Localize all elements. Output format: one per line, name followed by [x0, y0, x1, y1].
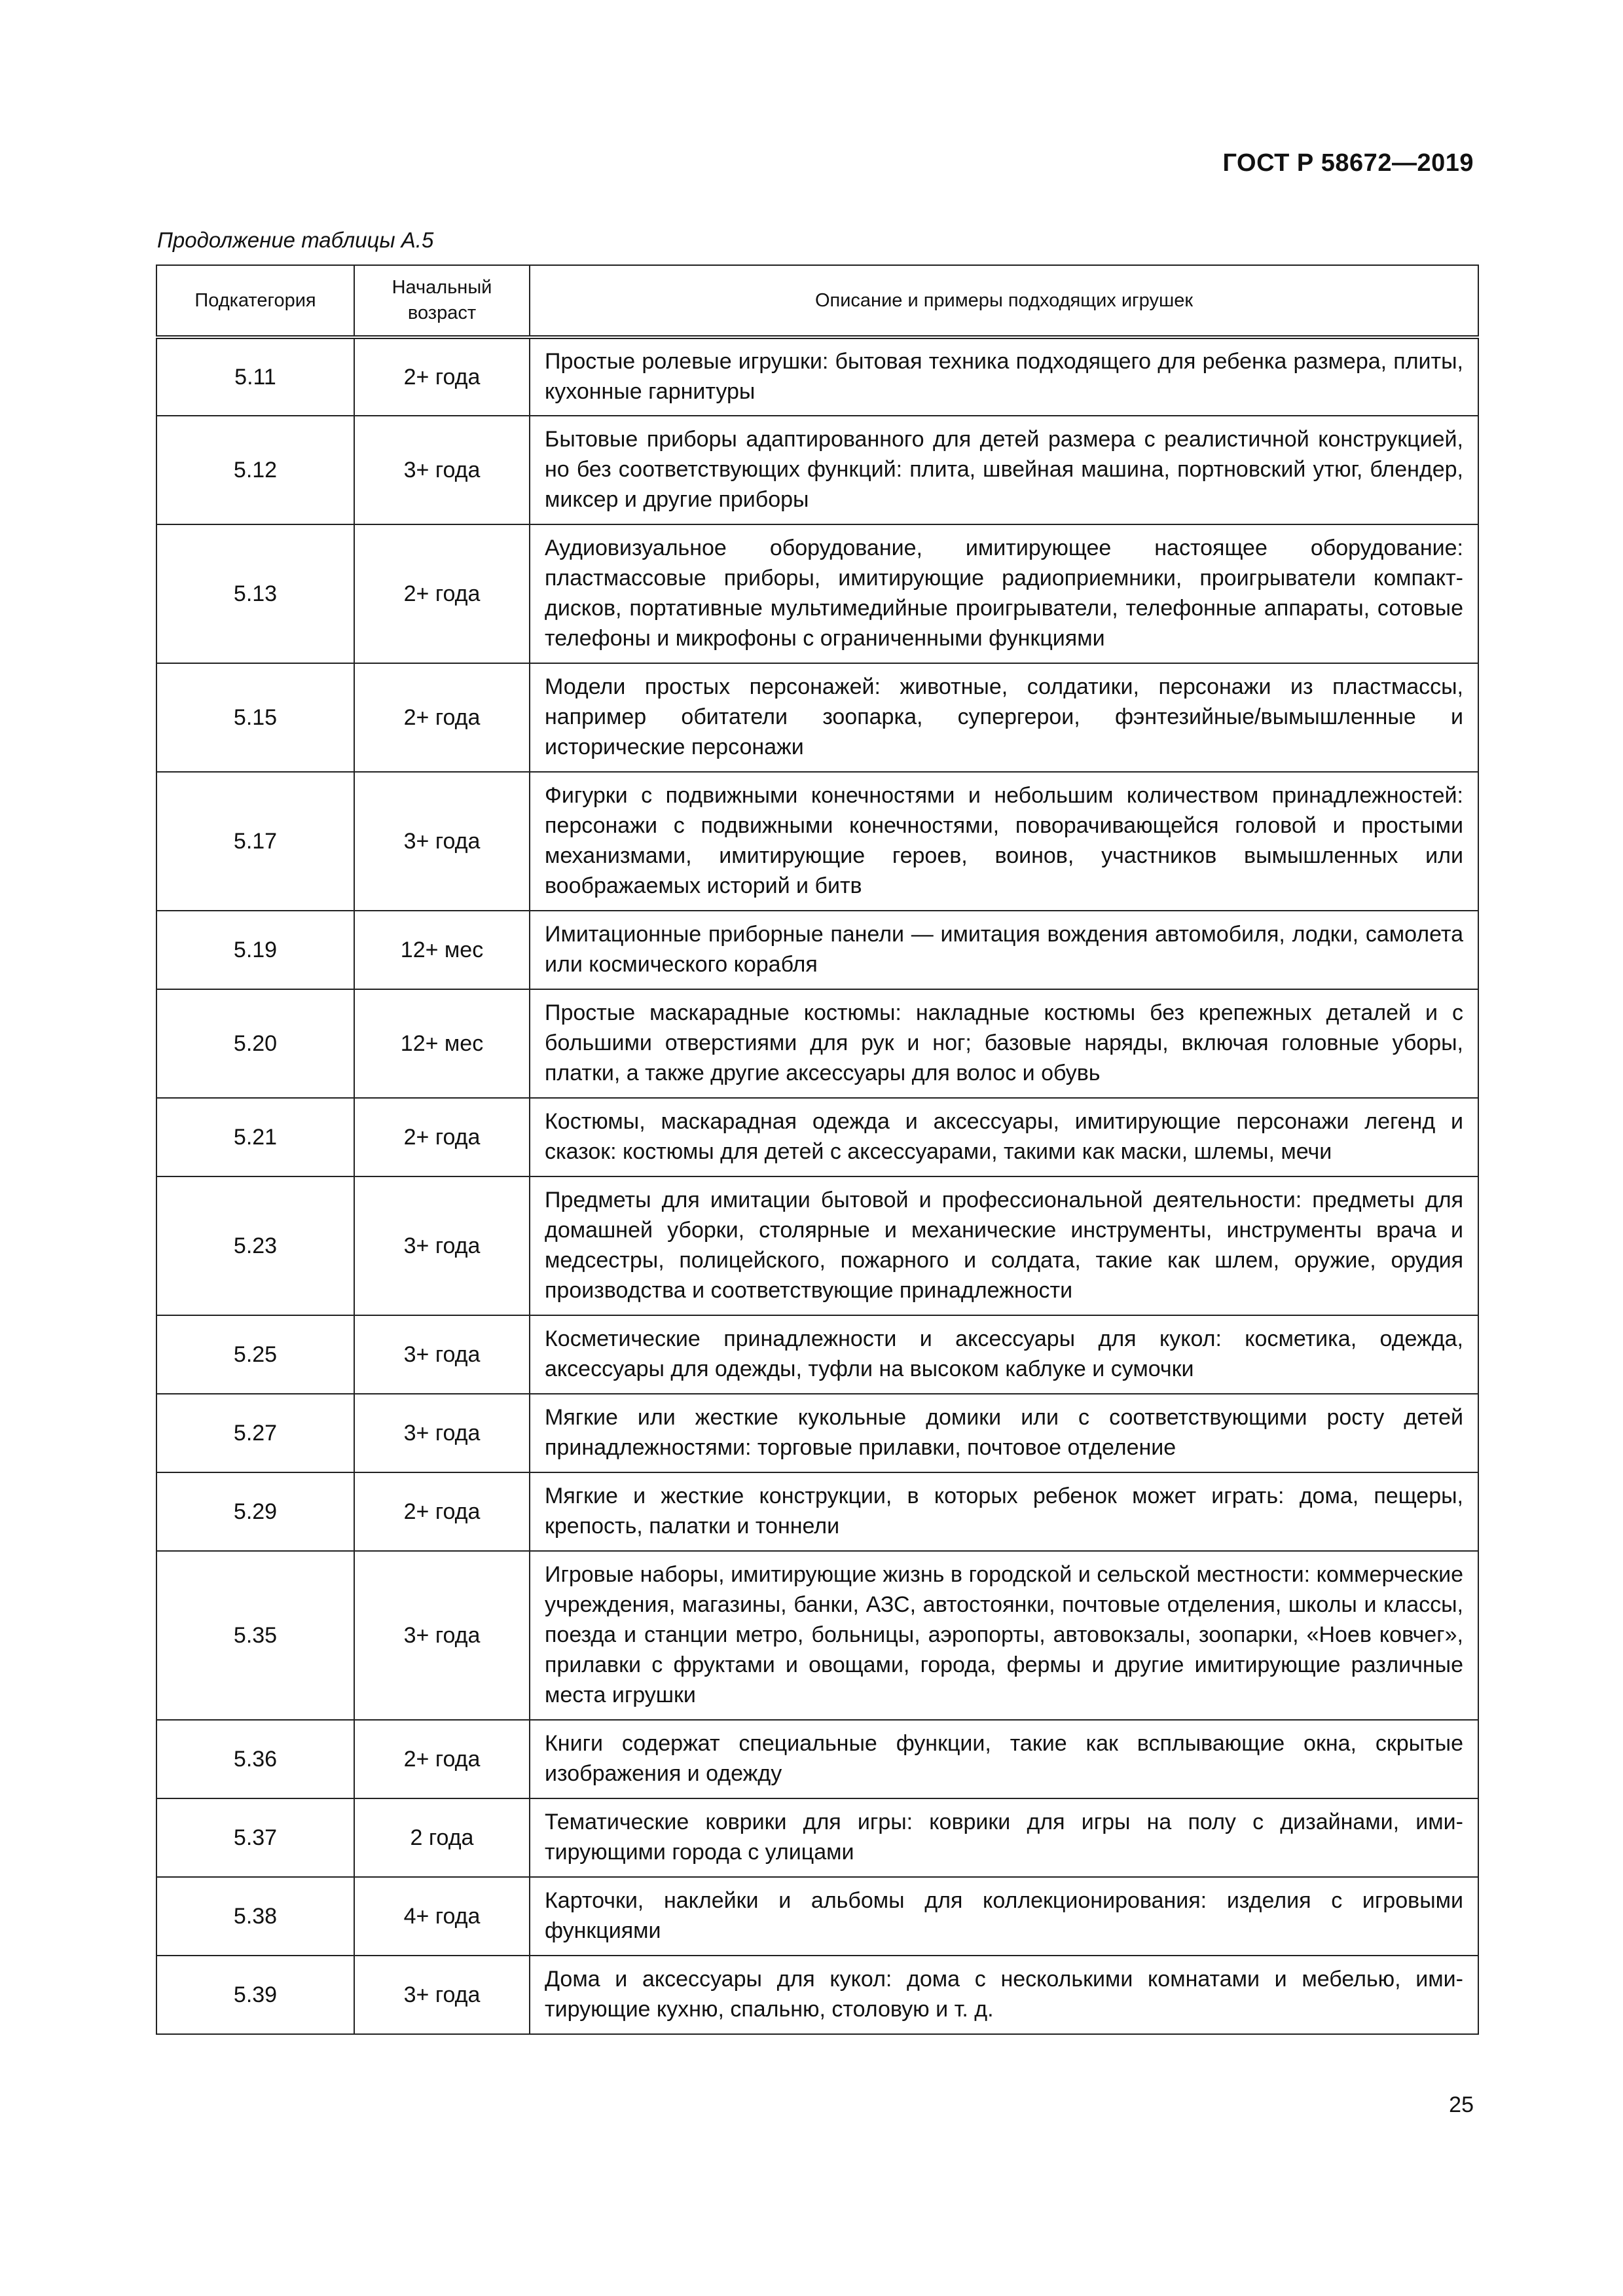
age-cell: 12+ мес: [354, 989, 530, 1098]
age-cell: 3+ года: [354, 1956, 530, 2034]
subcategory-cell: 5.15: [156, 663, 354, 772]
description-cell: Предметы для имитации бытовой и профессиональной деятельности: предметы для домашней уборки, столярные и механические инструменты, инструменты врача и медсестры, полицейского, пожарного и солдата, такие как шлем, оружие, орудия производства и соответствующие принадлежности: [530, 1176, 1478, 1315]
table-row: [156, 1098, 1478, 1176]
age-cell: 3+ года: [354, 416, 530, 524]
subcategory-cell: 5.13: [156, 524, 354, 663]
description-cell: Костюмы, маскарадная одежда и аксессуары, имитирующие персонажи легенд и сказок: костюмы для детей с аксессуарами, такими как маски, шлемы, мечи: [530, 1098, 1478, 1176]
age-cell: 3+ года: [354, 1394, 530, 1472]
description-cell: Тематические коврики для игры: коврики для игры на полу с дизайнами, имитирующими города с улицами: [530, 1798, 1478, 1877]
description-cell: Карточки, наклейки и альбомы для коллекционирования: изделия с игровыми функциями: [530, 1877, 1478, 1956]
description-cell: Книги содержат специальные функции, такие как всплывающие окна, скрытые изображения и одежду: [530, 1720, 1478, 1798]
table-row: [156, 1472, 1478, 1551]
age-cell: 2+ года: [354, 1472, 530, 1551]
table-row: [156, 1176, 1478, 1315]
age-cell: 3+ года: [354, 1315, 530, 1394]
subcategory-cell: 5.27: [156, 1394, 354, 1472]
age-cell: 2 года: [354, 1798, 530, 1877]
age-cell: 4+ года: [354, 1877, 530, 1956]
description-cell: Бытовые приборы адаптированного для детей размера с реалистичной конструкцией, но без соответствующих функций: плита, швейная машина, портновский утюг, блендер, миксер и другие приборы: [530, 416, 1478, 524]
subcategory-cell: 5.38: [156, 1877, 354, 1956]
table-header-row: [156, 265, 1478, 337]
table-row: [156, 663, 1478, 772]
subcategory-cell: 5.12: [156, 416, 354, 524]
table-row: [156, 989, 1478, 1098]
description-cell: Имитационные приборные панели — имитация вождения автомобиля, лодки, самолета или космического корабля: [530, 911, 1478, 989]
toy-categories-table: [156, 264, 1479, 2035]
table-row: [156, 1798, 1478, 1877]
table-row: [156, 1551, 1478, 1720]
age-cell: 3+ года: [354, 1176, 530, 1315]
subcategory-cell: 5.11: [156, 337, 354, 416]
subcategory-cell: 5.23: [156, 1176, 354, 1315]
subcategory-cell: 5.37: [156, 1798, 354, 1877]
document-code: ГОСТ Р 58672—2019: [1222, 149, 1474, 177]
description-cell: Простые ролевые игрушки: бытовая техника подходящего для ребенка размера, плиты, кухонные гарнитуры: [530, 337, 1478, 416]
age-cell: 2+ года: [354, 1720, 530, 1798]
subcategory-cell: 5.25: [156, 1315, 354, 1394]
table-row: [156, 1315, 1478, 1394]
subcategory-cell: 5.36: [156, 1720, 354, 1798]
age-cell: 3+ года: [354, 1551, 530, 1720]
description-cell: Дома и аксессуары для кукол: дома с несколькими комнатами и мебелью, имитирующие кухню, спальню, столовую и т. д.: [530, 1956, 1478, 2034]
table-row: [156, 1956, 1478, 2034]
table-row: [156, 911, 1478, 989]
subcategory-cell: 5.39: [156, 1956, 354, 2034]
column-header-description: Описание и примеры подходящих игрушек: [530, 265, 1478, 337]
description-cell: Мягкие или жесткие кукольные домики или с соответствующими росту детей принадлежностями: торговые прилавки, почтовое отделение: [530, 1394, 1478, 1472]
age-cell: 2+ года: [354, 663, 530, 772]
table-row: [156, 416, 1478, 524]
table-caption: Продолжение таблицы А.5: [157, 228, 434, 252]
description-cell: Игровые наборы, имитирующие жизнь в городской и сельской местности: коммерческие учреждения, магазины, банки, АЗС, автостоянки, почтовые отделения, школы и классы, поезда и станции метро, больницы, аэропорты, автовокзалы, зоопарки, «Ноев ковчег», прилавки с фруктами и овощами, города, фермы и другие имитирующие различные места игрушки: [530, 1551, 1478, 1720]
table-row: [156, 1394, 1478, 1472]
description-cell: Аудиовизуальное оборудование, имитирующее настоящее оборудование: пластмассовые приборы, имитирующие радиоприемники, проигрыватели компакт-дисков, портативные мультимедийные проигрыватели, телефонные аппараты, сотовые телефоны и микрофоны с ограниченными функциями: [530, 524, 1478, 663]
subcategory-cell: 5.17: [156, 772, 354, 911]
table-row: [156, 524, 1478, 663]
age-cell: 12+ мес: [354, 911, 530, 989]
age-cell: 2+ года: [354, 524, 530, 663]
description-cell: Мягкие и жесткие конструкции, в которых ребенок может играть: дома, пещеры, крепость, палатки и тоннели: [530, 1472, 1478, 1551]
subcategory-cell: 5.35: [156, 1551, 354, 1720]
description-cell: Модели простых персонажей: животные, солдатики, персонажи из пластмассы, например обитатели зоопарка, супергерои, фэнтезийные/вымышленные и исторические персонажи: [530, 663, 1478, 772]
description-cell: Фигурки с подвижными конечностями и небольшим количеством принадлежностей: персонажи с подвижными конечностями, поворачивающейся головой и простыми механизмами, имитирующие героев, воинов, участников вымышленных или воображаемых историй и битв: [530, 772, 1478, 911]
description-cell: Косметические принадлежности и аксессуары для кукол: косметика, одежда, аксессуары для одежды, туфли на высоком каблуке и сумочки: [530, 1315, 1478, 1394]
age-cell: 2+ года: [354, 337, 530, 416]
age-cell: 3+ года: [354, 772, 530, 911]
table-row: [156, 772, 1478, 911]
subcategory-cell: 5.19: [156, 911, 354, 989]
age-cell: 2+ года: [354, 1098, 530, 1176]
description-cell: Простые маскарадные костюмы: накладные костюмы без крепежных деталей и с большими отверстиями для рук и ног; базовые наряды, включая головные уборы, платки, а также другие аксессуары для волос и обувь: [530, 989, 1478, 1098]
subcategory-cell: 5.21: [156, 1098, 354, 1176]
table-row: [156, 337, 1478, 416]
page-number: 25: [1449, 2092, 1474, 2117]
subcategory-cell: 5.20: [156, 989, 354, 1098]
column-header-subcategory: Подкатегория: [156, 265, 354, 337]
subcategory-cell: 5.29: [156, 1472, 354, 1551]
table-row: [156, 1877, 1478, 1956]
table-row: [156, 1720, 1478, 1798]
column-header-start-age: Начальный возраст: [354, 265, 530, 337]
